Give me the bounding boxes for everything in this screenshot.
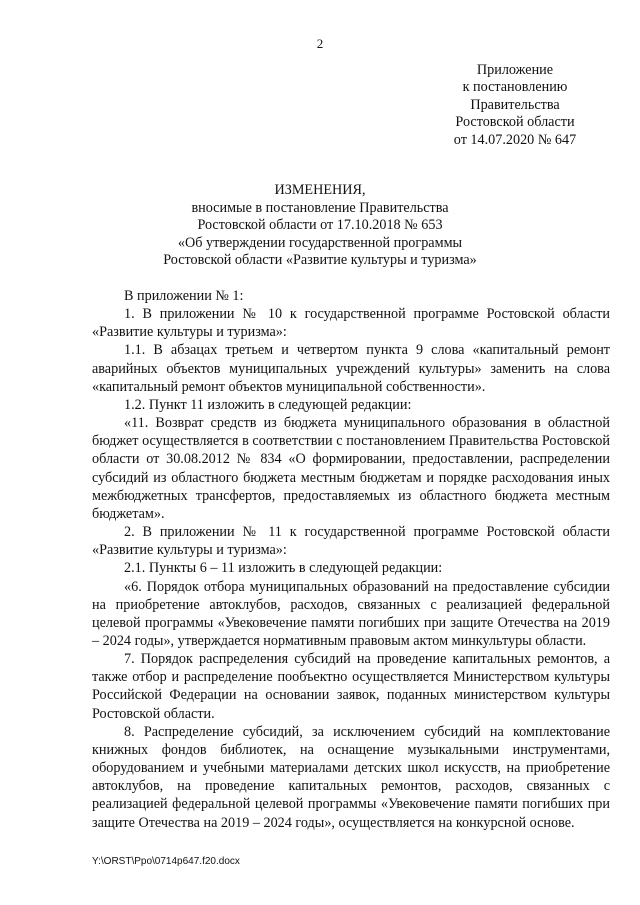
page-number: 2: [316, 36, 324, 51]
body-paragraph: 1.1. В абзацах третьем и четвертом пункта 9 слова «капитальный ремонт аварийных объектов муниципальных учреждений культуры» заменить на слова «капитальный ремонт объектов муниципальной собственности».: [92, 342, 610, 395]
body-paragraph: 7. Порядок распределения субсидий на проведение капитальных ремонтов, а также отбор и распределение пообъектно осуществляется Министерством культуры Российской Федерации на основании заявок, поданных министерством культуры Ростовской области.: [92, 651, 610, 722]
body-paragraph: «11. Возврат средств из бюджета муниципального образования в областной бюджет осуществляется в соответствии с постановлением Правительства Ростовской области от 30.08.2012 № 834 «О формировании, предоставлении, распределении субсидий из областного бюджета местным бюджетам и порядке расходования иных межбюджетных трансфертов, предоставляемых из областного бюджета местным бюджетам».: [92, 415, 610, 522]
body-paragraph: 1.2. Пункт 11 изложить в следующей редакции:: [124, 396, 412, 413]
body-paragraph: 8. Распределение субсидий, за исключением субсидий на комплектование книжных фондов библиотек, на оснащение музыкальными инструментами, оборудованием и учебными материалами детских школ искусств, на приобретение автоклубов, на проведение капитальных ремонтов, расходов, связанных с реализацией федеральной целевой программы «Увековечение памяти погибших при защите Отечества на 2019 – 2024 годы», осуществляется на конкурсной основе.: [92, 723, 610, 831]
body-paragraph: 2.1. Пункты 6 – 11 изложить в следующей редакции:: [124, 560, 443, 577]
file-path-footer: Y:\ORST\Ppo\0714p647.f20.docx: [92, 856, 240, 867]
title-line: Ростовской области «Развитие культуры и туризма»: [163, 252, 477, 269]
document-title: [0, 182, 640, 270]
document-body: [92, 287, 610, 832]
approval-stamp: [440, 62, 590, 149]
approval-line: Правительства: [470, 96, 560, 113]
title-line: Ростовской области от 17.10.2018 № 653: [197, 217, 443, 234]
body-paragraph: В приложении № 1:: [124, 288, 244, 304]
body-paragraph: «6. Порядок отбора муниципальных образований на предоставление субсидии на приобретение автоклубов, расходов, связанных с реализацией федеральной целевой программы «Увековечение памяти погибших при защите Отечества на 2019 – 2024 годы», утверждается нормативным правовым актом минкультуры области.: [92, 578, 610, 649]
approval-line: Приложение: [476, 62, 554, 78]
title-line: вносимые в постановление Правительства: [191, 199, 449, 216]
title-line: ИЗМЕНЕНИЯ,: [274, 182, 366, 198]
title-line: «Об утверждении государственной программы: [177, 234, 463, 251]
body-paragraph: 1. В приложении № 10 к государственной программе Ростовской области «Развитие культуры и туризма»:: [92, 306, 610, 341]
approval-line: от 14.07.2020 № 647: [453, 131, 577, 148]
approval-line: Ростовской области: [455, 114, 575, 131]
approval-line: к постановлению: [462, 79, 568, 96]
body-paragraph: 2. В приложении № 11 к государственной программе Ростовской области «Развитие культуры и туризма»:: [92, 524, 610, 559]
